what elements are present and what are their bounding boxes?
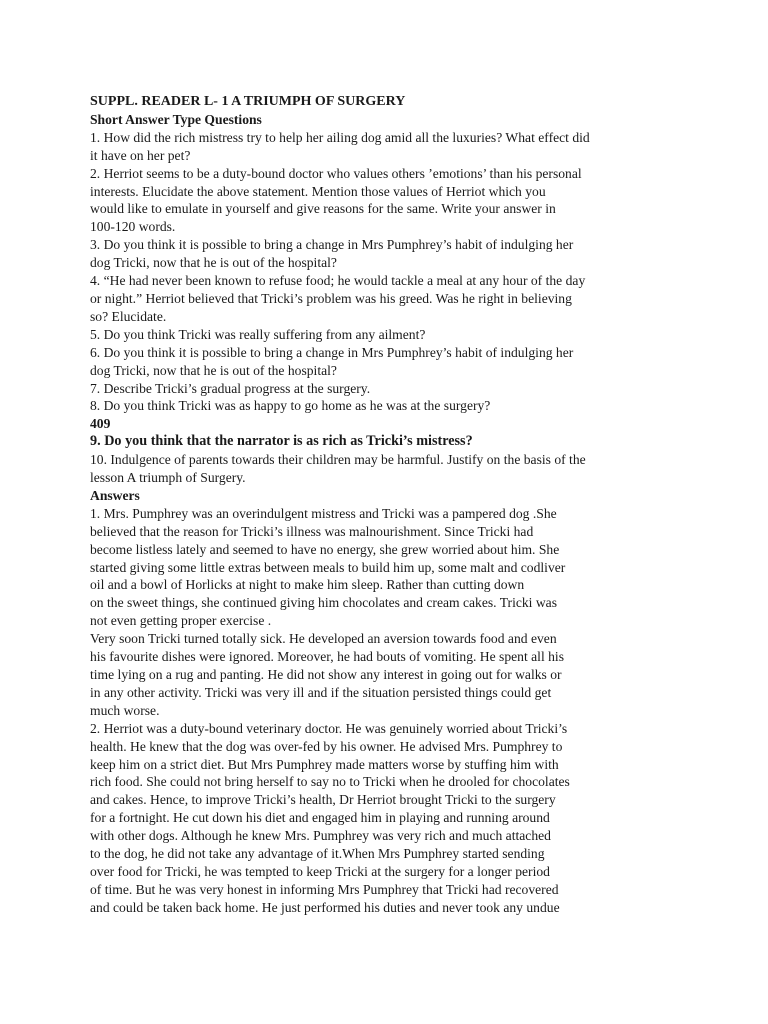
document-page xyxy=(90,93,690,917)
question-4 xyxy=(90,272,690,326)
answer-line: over food for Tricki, he was tempted to keep Tricki at the surgery for a longer period xyxy=(90,863,550,879)
answer-line: much worse. xyxy=(90,702,160,718)
answer-line: started giving some little extras between meals to build him up, some malt and codliver xyxy=(90,559,566,575)
answer-line: and could be taken back home. He just performed his duties and never took any undue xyxy=(90,899,560,915)
question-3 xyxy=(90,236,690,272)
question-line: 3. Do you think it is possible to bring a change in Mrs Pumphrey’s habit of indulging her xyxy=(90,237,574,253)
answer-1 xyxy=(90,505,690,720)
answer-line: rich food. She could not bring herself to say no to Tricki when he drooled for chocolates xyxy=(90,774,570,790)
answer-line: not even getting proper exercise . xyxy=(90,613,272,629)
question-10 xyxy=(90,451,690,487)
question-line: would like to emulate in yourself and give reasons for the same. Write your answer in xyxy=(90,201,556,217)
question-line: dog Tricki, now that he is out of the hospital? xyxy=(90,362,337,378)
question-line: or night.” Herriot believed that Tricki’s problem was his greed. Was he right in believing xyxy=(90,290,572,306)
question-line: 6. Do you think it is possible to bring a change in Mrs Pumphrey’s habit of indulging her xyxy=(90,344,574,360)
question-line: 5. Do you think Tricki was really suffering from any ailment? xyxy=(90,326,426,342)
question-line: 10. Indulgence of parents towards their children may be harmful. Justify on the basis of the xyxy=(90,452,586,468)
question-line: lesson A triumph of Surgery. xyxy=(90,470,246,486)
question-line: interests. Elucidate the above statement. Mention those values of Herriot which you xyxy=(90,183,546,199)
answer-line: health. He knew that the dog was over-fed by his owner. He advised Mrs. Pumphrey to xyxy=(90,738,563,754)
question-7 xyxy=(90,380,690,398)
answer-line: and cakes. Hence, to improve Tricki’s health, Dr Herriot brought Tricki to the surgery xyxy=(90,792,556,808)
answer-line: believed that the reason for Tricki’s illness was malnourishment. Since Tricki had xyxy=(90,523,534,539)
question-line: 4. “He had never been known to refuse food; he would tackle a meal at any hour of the day xyxy=(90,273,586,289)
question-1 xyxy=(90,129,690,165)
answer-line: Very soon Tricki turned totally sick. He developed an aversion towards food and even xyxy=(90,631,557,647)
question-line: 1. How did the rich mistress try to help her ailing dog amid all the luxuries? What effect did xyxy=(90,129,590,145)
answer-line: become listless lately and seemed to have no energy, she grew worried about him. She xyxy=(90,541,560,557)
question-line: it have on her pet? xyxy=(90,147,191,163)
answer-line: to the dog, he did not take any advantage of it.When Mrs Pumphrey started sending xyxy=(90,846,545,862)
answer-line: for a fortnight. He cut down his diet and engaged him in playing and running around xyxy=(90,810,550,826)
question-line: 100-120 words. xyxy=(90,219,176,235)
question-9: 9. Do you think that the narrator is as rich as Tricki’s mistress? xyxy=(90,433,473,450)
answer-line: of time. But he was very honest in informing Mrs Pumphrey that Tricki had recovered xyxy=(90,881,559,897)
question-6 xyxy=(90,344,690,380)
answer-line: 2. Herriot was a duty-bound veterinary doctor. He was genuinely worried about Tricki’s xyxy=(90,720,568,736)
answer-line: in any other activity. Tricki was very ill and if the situation persisted things could get xyxy=(90,684,552,700)
question-8 xyxy=(90,397,690,415)
answer-line: with other dogs. Although he knew Mrs. Pumphrey was very rich and much attached xyxy=(90,828,551,844)
answer-line: oil and a bowl of Horlicks at night to make him sleep. Rather than cutting down xyxy=(90,577,525,593)
question-line: dog Tricki, now that he is out of the hospital? xyxy=(90,255,337,271)
page-number: 409 xyxy=(90,416,111,432)
question-line: 2. Herriot seems to be a duty-bound doctor who values others ’emotions’ than his personal xyxy=(90,165,582,181)
answer-line: 1. Mrs. Pumphrey was an overindulgent mistress and Tricki was a pampered dog .She xyxy=(90,505,557,521)
question-line: 8. Do you think Tricki was as happy to go home as he was at the surgery? xyxy=(90,398,491,414)
question-5 xyxy=(90,326,690,344)
answer-line: his favourite dishes were ignored. Moreover, he had bouts of vomiting. He spent all his xyxy=(90,649,565,665)
question-line: 7. Describe Tricki’s gradual progress at the surgery. xyxy=(90,380,371,396)
answer-line: on the sweet things, she continued giving him chocolates and cream cakes. Tricki was xyxy=(90,595,557,611)
document-title: SUPPL. READER L- 1 A TRIUMPH OF SURGERY xyxy=(90,94,406,109)
question-2 xyxy=(90,165,690,237)
answers-heading: Answers xyxy=(90,487,140,503)
answer-line: time lying on a rug and panting. He did not show any interest in going out for walks or xyxy=(90,667,562,682)
answer-line: keep him on a strict diet. But Mrs Pumphrey made matters worse by stuffing him with xyxy=(90,756,559,772)
question-line: so? Elucidate. xyxy=(90,308,167,324)
section-heading: Short Answer Type Questions xyxy=(90,111,262,127)
answer-2 xyxy=(90,720,690,917)
